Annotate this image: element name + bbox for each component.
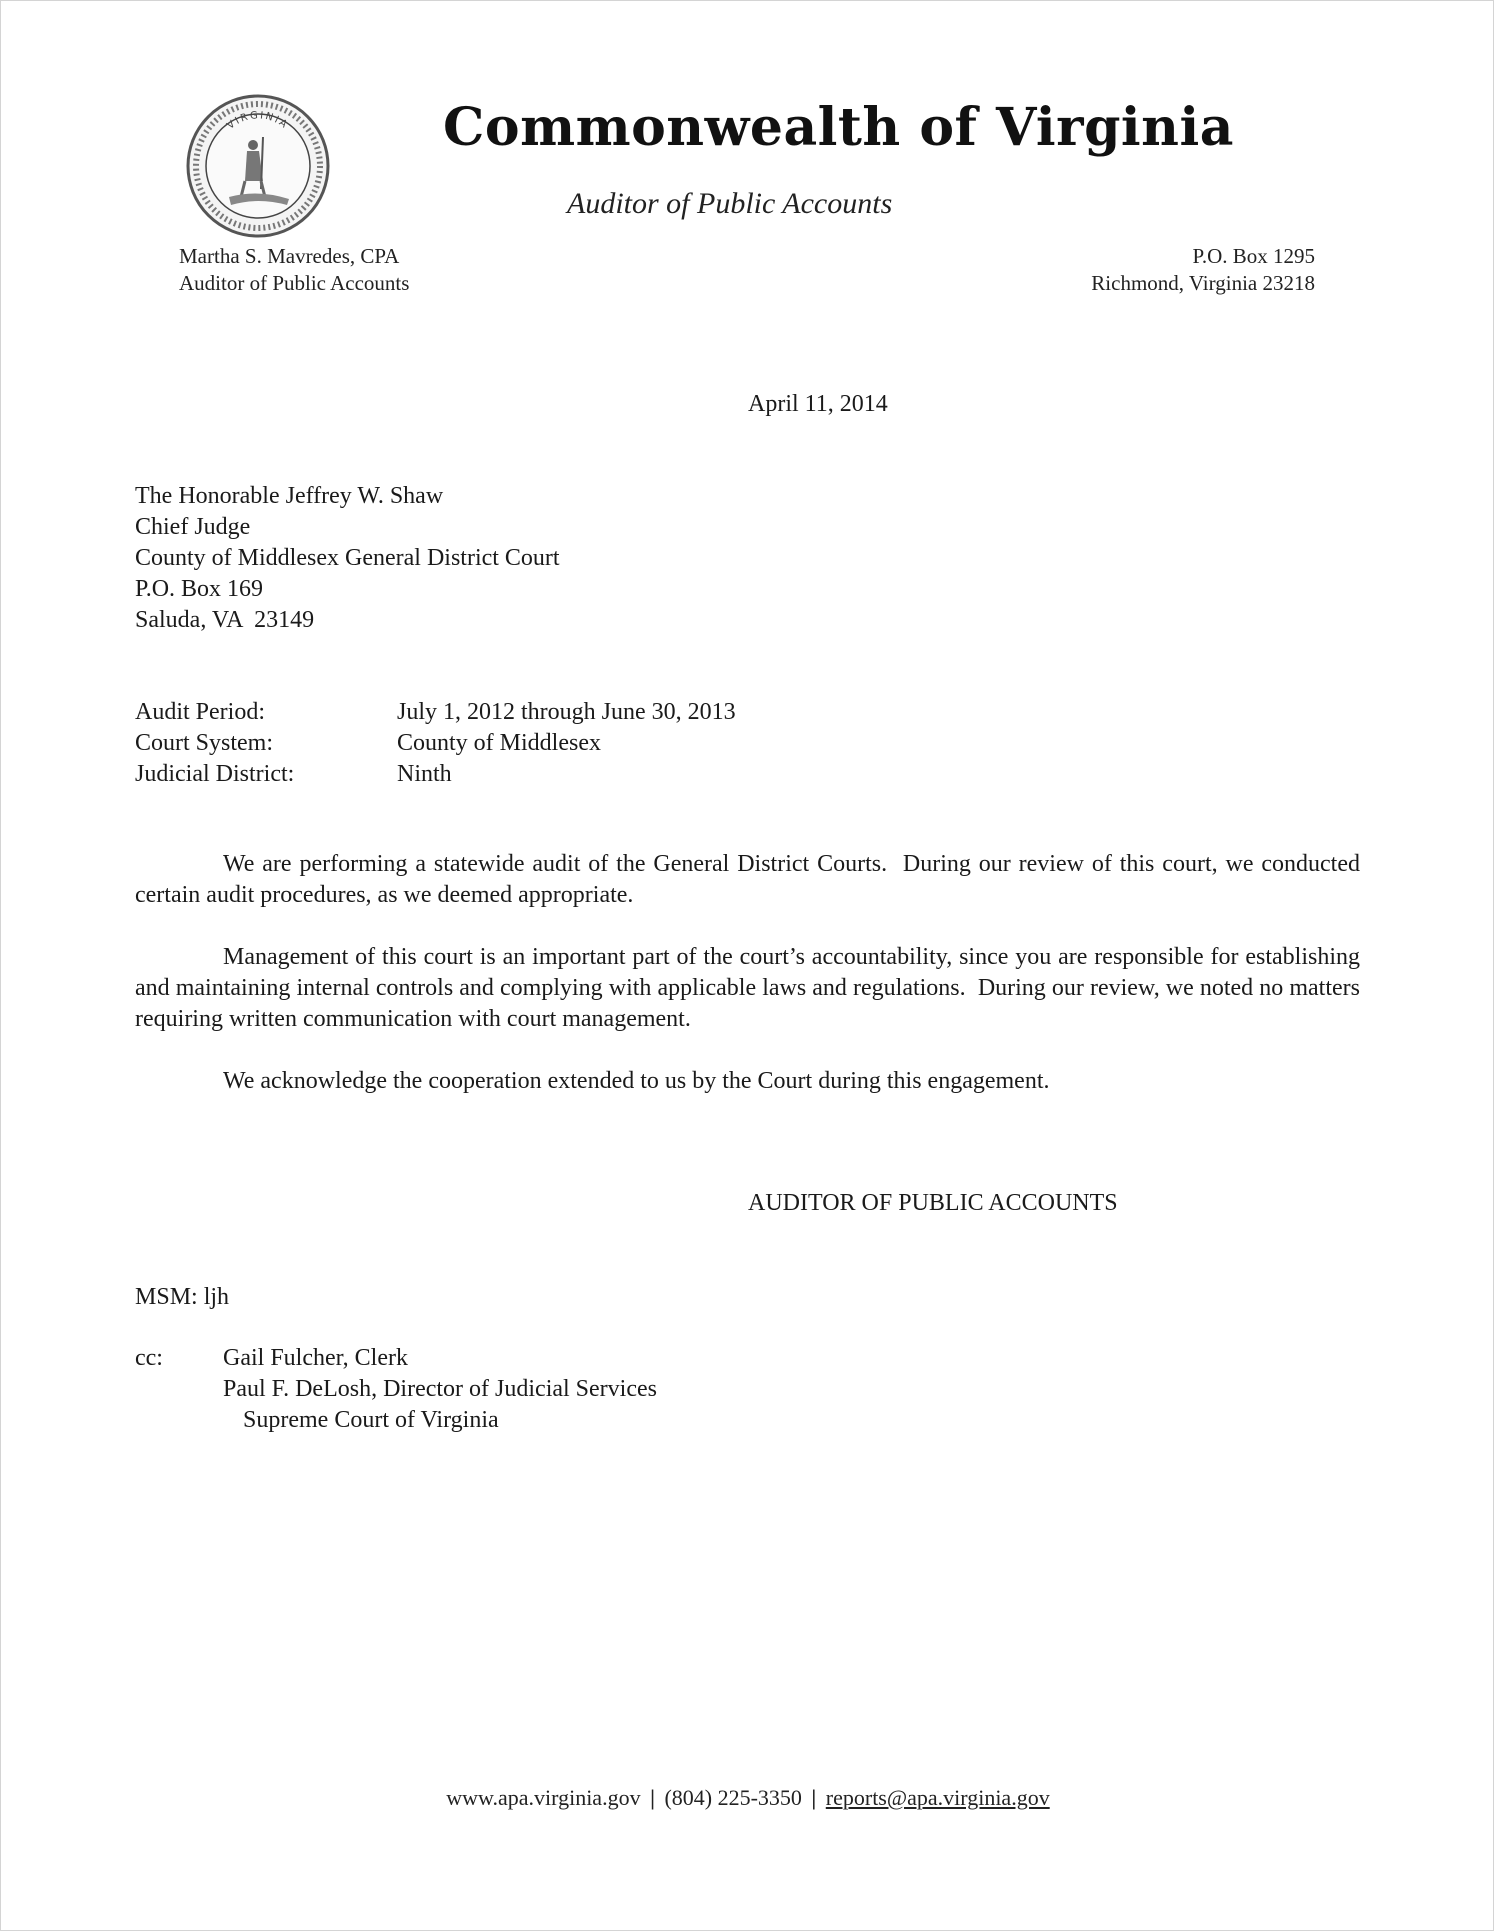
footer-phone: (804) 225-3350 — [664, 1785, 802, 1810]
cc-row — [135, 1343, 657, 1374]
reference-initials: MSM: ljh — [135, 1284, 230, 1310]
mailing-city: Richmond, Virginia 23218 — [1091, 271, 1315, 295]
audit-info-row — [135, 728, 736, 759]
letterhead-mailing-address — [1091, 243, 1315, 297]
cc-block — [135, 1343, 657, 1436]
audit-info-value: July 1, 2012 through June 30, 2013 — [397, 699, 736, 725]
cc-recipient: Paul F. DeLosh, Director of Judicial Services — [223, 1376, 657, 1402]
footer-website-link[interactable]: www.apa.virginia.gov — [446, 1785, 641, 1810]
audit-info-value: Ninth — [397, 761, 452, 787]
footer-contact — [1, 1785, 1494, 1811]
recipient-address — [135, 481, 560, 636]
audit-info-block — [135, 697, 736, 790]
letterhead-title: Commonwealth of Virginia — [443, 97, 1234, 158]
body-paragraph: Management of this court is an important part of the court’s accountability, since you are responsible for establishing and maintaining internal controls and complying with applicable laws and regulations. During our review, we noted no matters requiring written communication with court management. — [135, 944, 1366, 1032]
body-paragraph: We are performing a statewide audit of the General District Courts. During our review of this court, we conducted certain audit procedures, as we deemed appropriate. — [135, 851, 1366, 908]
address-line: P.O. Box 169 — [135, 576, 264, 602]
audit-info-label: Audit Period: — [135, 699, 265, 725]
signature-block: AUDITOR OF PUBLIC ACCOUNTS — [748, 1190, 1118, 1216]
audit-info-label: Court System: — [135, 730, 274, 756]
cc-row — [135, 1374, 657, 1405]
address-line: County of Middlesex General District Court — [135, 545, 560, 571]
audit-info-row — [135, 697, 736, 728]
letterhead-auditor-block — [179, 243, 409, 297]
cc-recipient: Gail Fulcher, Clerk — [223, 1345, 408, 1371]
audit-info-value: County of Middlesex — [397, 730, 601, 756]
cc-label: cc: — [135, 1345, 163, 1371]
footer-separator: | — [811, 1785, 817, 1810]
address-line: The Honorable Jeffrey W. Shaw — [135, 483, 444, 509]
seal-text: VIRGINIA — [225, 110, 291, 132]
letter-date: April 11, 2014 — [748, 391, 888, 417]
address-line: Saluda, VA 23149 — [135, 607, 315, 633]
virginia-seal-logo — [185, 93, 331, 239]
footer-email-link[interactable]: reports@apa.virginia.gov — [825, 1785, 1050, 1810]
mailing-po-box: P.O. Box 1295 — [1192, 244, 1315, 268]
audit-info-label: Judicial District: — [135, 761, 295, 787]
letterhead-subtitle: Auditor of Public Accounts — [567, 187, 893, 220]
auditor-title: Auditor of Public Accounts — [179, 271, 410, 295]
auditor-name: Martha S. Mavredes, CPA — [179, 244, 400, 268]
body-paragraph: We acknowledge the cooperation extended to us by the Court during this engagement. — [223, 1068, 1050, 1094]
footer-separator: | — [650, 1785, 655, 1810]
audit-info-row — [135, 759, 736, 790]
address-line: Chief Judge — [135, 514, 251, 540]
cc-recipient-organization: Supreme Court of Virginia — [243, 1407, 499, 1433]
